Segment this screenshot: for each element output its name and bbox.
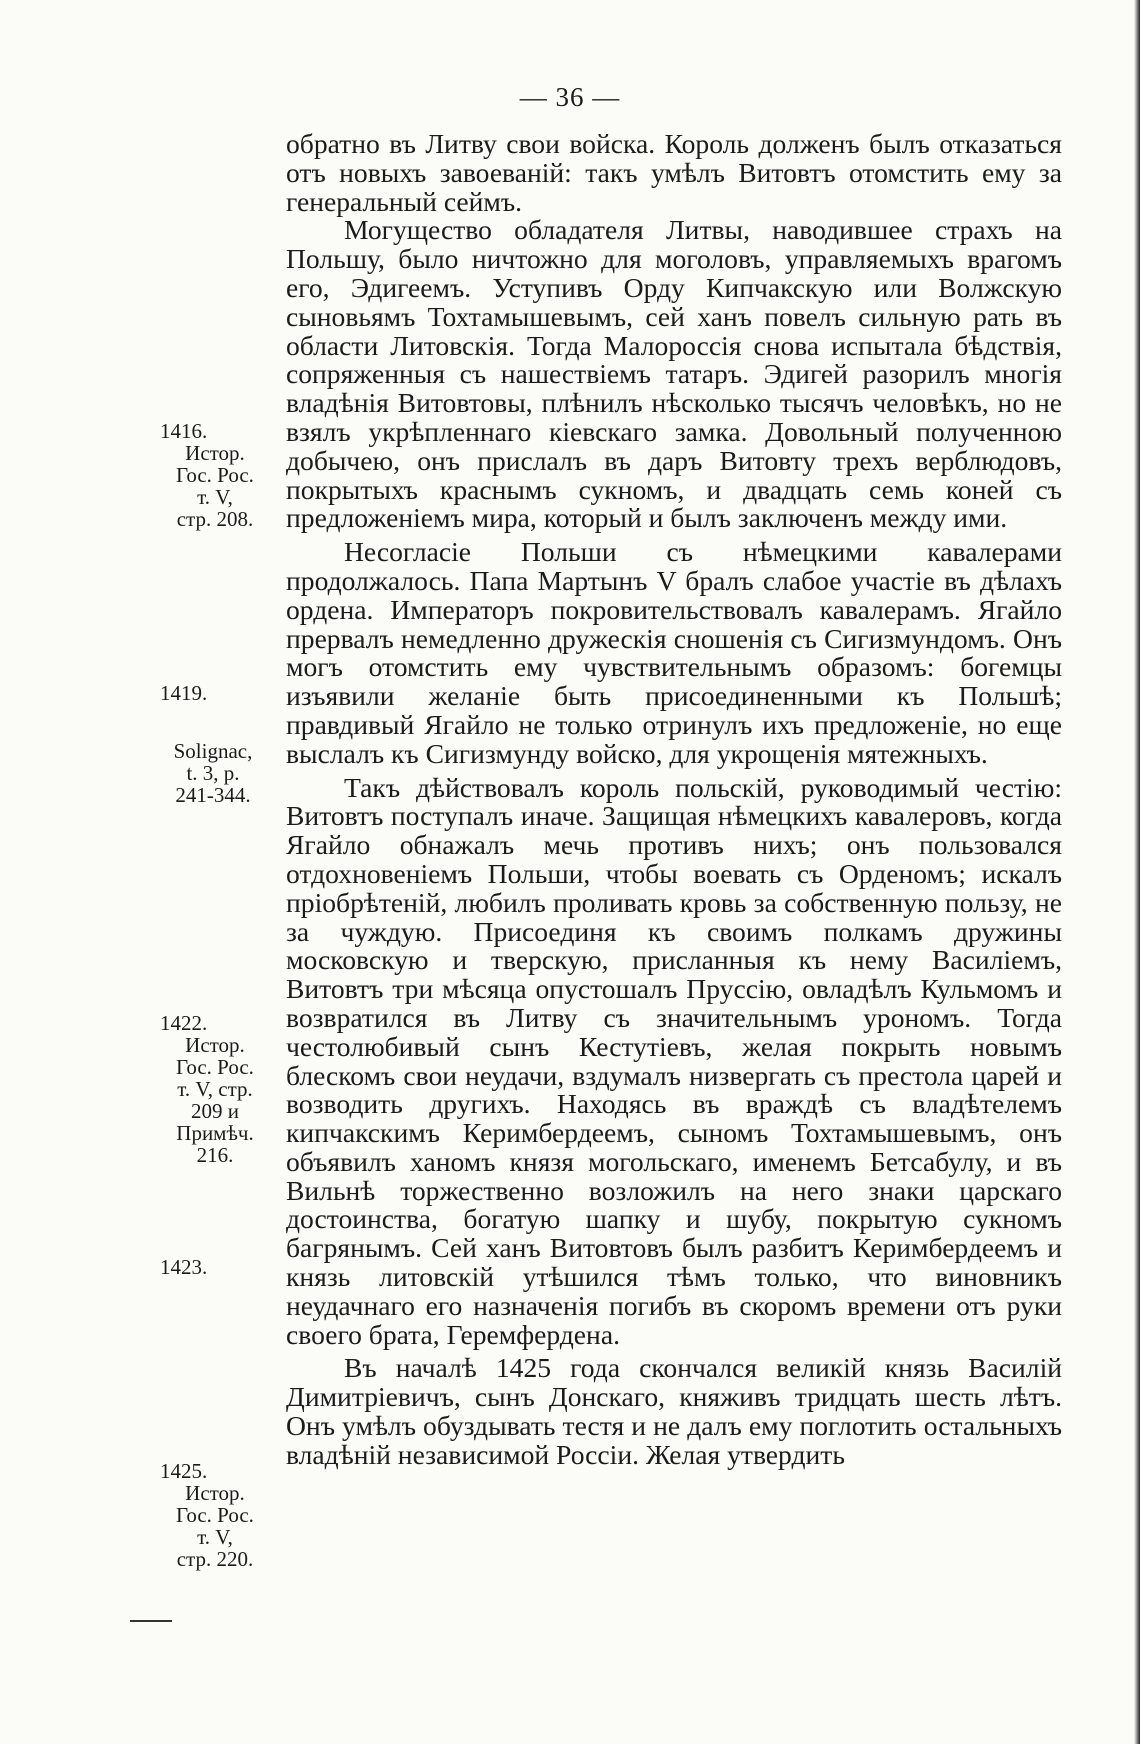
margin-line: t. 3, p.	[186, 761, 240, 785]
margin-line: т. V,	[197, 485, 233, 509]
paragraph: Въ началѣ 1425 года скончался великій князь Василій Димитріевичъ, сынъ Донскаго, княживъ тридцать шесть лѣтъ. Онъ умѣлъ обуздывать тестя и не далъ ему поглотить остальныхъ владѣній независимой Россіи. Желая утвердить	[286, 1352, 1062, 1470]
margin-line: 216.	[196, 1143, 234, 1167]
margin-year: 1419.	[160, 681, 208, 705]
margin-line: 241-344.	[175, 783, 251, 807]
margin-line: Истор.	[185, 441, 245, 465]
margin-note-1422	[160, 1012, 270, 1166]
paragraph: Могущество обладателя Литвы, наводившее страхъ на Польшу, было ничтожно для моголовъ, управляемыхъ врагомъ его, Эдигеемъ. Уступивъ Орду Кипчакскую или Волжскую сыновьямъ Тохтамышевымъ, сей ханъ повелъ сильную рать въ области Литовскія. Тогда Малороссія снова испытала бѣдствія, сопряженныя съ нашествіемъ татаръ. Эдигей разорилъ многія владѣнія Витовтовы, плѣнилъ нѣсколько тысячъ человѣкъ, но не взялъ укрѣпленнаго кіевскаго замка. Довольный полученною добычею, онъ прислалъ въ даръ Витовту трехъ верблюдовъ, покрытыхъ краснымъ сукномъ, и двадцать семь коней съ предложеніемъ мира, который и былъ заключенъ между ими.	[286, 214, 1062, 534]
margin-note-1419	[160, 682, 270, 704]
page-edge-shadow	[1134, 0, 1140, 1744]
paragraph: обратно въ Литву свои войска. Король долженъ былъ отказаться отъ новыхъ завоеваній: такъ умѣлъ Витовтъ отомстить ему за генеральный сеймъ.	[286, 128, 1062, 217]
margin-line: Гос. Рос.	[176, 1503, 254, 1527]
margin-year: 1416.	[160, 419, 208, 443]
body-text	[286, 130, 1062, 1470]
margin-line: т. V, стр.	[177, 1077, 253, 1101]
margin-year: 1423.	[160, 1255, 208, 1279]
ink-mark	[130, 1620, 172, 1622]
margin-year: 1425.	[160, 1459, 208, 1483]
margin-line: 209 и	[191, 1099, 239, 1123]
margin-line: Гос. Рос.	[176, 463, 254, 487]
page-number: — 36 —	[519, 82, 621, 112]
paragraph: Такъ дѣйствовалъ король польскій, руководимый честію: Витовтъ поступалъ иначе. Защищая нѣмецкихъ кавалеровъ, когда Ягайло обнажалъ мечь противъ нихъ; онъ пользовался отдохновеніемъ Польши, чтобы воевать съ Орденомъ; искалъ пріобрѣтеній, любилъ проливать кровь за собственную пользу, не за чуждую. Присоединя къ своимъ полкамъ дружины московскую и тверскую, присланныя къ нему Василіемъ, Витовтъ три мѣсяца опустошалъ Пруссію, овладѣлъ Кульмомъ и возвратился въ Литву съ значительнымъ урономъ. Тогда честолюбивый сынъ Кестутіевъ, желая покрыть новымъ блескомъ свои неудачи, вздумалъ низвергать съ престола царей и возводить другихъ. Находясь въ враждѣ съ владѣтелемъ кипчакскимъ Керимбердеемъ, сыномъ Тохтамышевымъ, онъ объявилъ ханомъ князя могольскаго, именемъ Бетсабулу, и въ Вильнѣ торжественно возложилъ на него знаки царскаго достоинства, богатую шапку и шубу, покрытую сукномъ багрянымъ. Сей ханъ Витовтовъ былъ разбитъ Керимбердеемъ и князь литовскій утѣшился тѣмъ только, что виновникъ неудачнаго его назначенія погибъ въ скоромъ времени отъ руки своего брата, Геремфердена.	[286, 771, 1062, 1350]
margin-line: Гос. Рос.	[176, 1055, 254, 1079]
margin-line: Истор.	[185, 1033, 245, 1057]
margin-note-1425	[160, 1460, 270, 1570]
margin-line: Solignac,	[173, 739, 253, 763]
margin-line: стр. 220.	[176, 1547, 254, 1571]
paragraph: Несогласіе Польши съ нѣмецкими кавалерами продолжалось. Папа Мартынъ V бралъ слабое участіе въ дѣлахъ ордена. Императоръ покровительствовалъ кавалерамъ. Ягайло прервалъ немедленно дружескія сношенія съ Сигизмундомъ. Онъ могъ отомстить ему чувствительнымъ образомъ: богемцы изъявили желаніе быть присоединенными къ Польшѣ; правдивый Ягайло не только отринулъ ихъ предложеніе, но еще выслалъ къ Сигизмунду войско, для укрощенія мятежныхъ.	[286, 536, 1062, 769]
margin-line: Примѣч.	[176, 1121, 254, 1145]
margin-line: т. V,	[197, 1525, 233, 1549]
margin-line: Истор.	[185, 1481, 245, 1505]
margin-note-solignac	[158, 740, 268, 806]
margin-year: 1422.	[160, 1011, 208, 1035]
margin-line: стр. 208.	[176, 507, 254, 531]
margin-note-1416	[160, 420, 270, 530]
margin-note-1423	[160, 1256, 270, 1278]
